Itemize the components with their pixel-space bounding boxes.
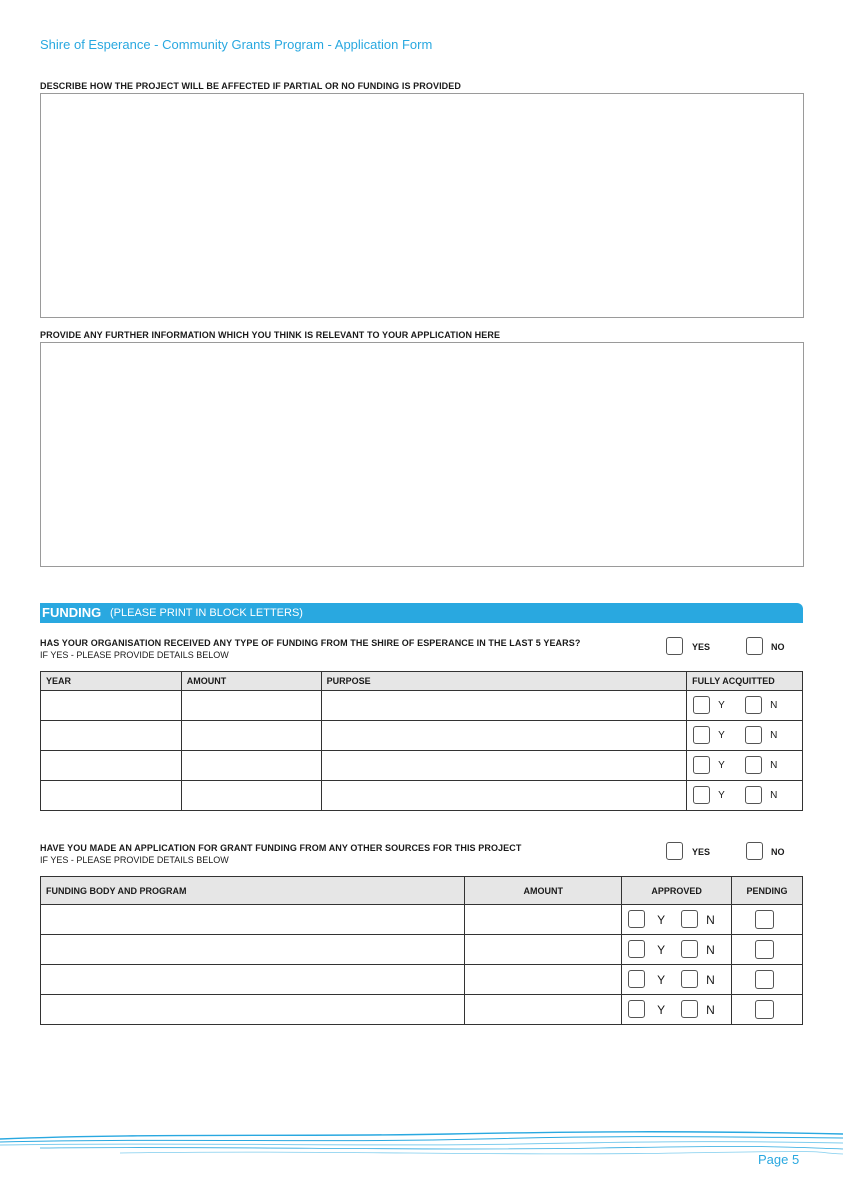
- acquitted-y-checkbox[interactable]: [693, 726, 710, 744]
- year-cell[interactable]: [41, 721, 182, 751]
- n-label: N: [770, 730, 778, 741]
- document-header: Shire of Esperance - Community Grants Program - Application Form: [40, 37, 433, 52]
- approved-y-checkbox[interactable]: [628, 910, 645, 928]
- acquitted-cell: [687, 691, 803, 721]
- acquitted-cell: [687, 751, 803, 781]
- col-pending: PENDING: [732, 877, 803, 905]
- n-label: N: [706, 1003, 715, 1017]
- y-label: Y: [657, 913, 666, 927]
- page-number: Page 5: [758, 1152, 800, 1167]
- other-funding-table: [40, 876, 803, 1025]
- funding-subtitle: (PLEASE PRINT IN BLOCK LETTERS): [110, 607, 303, 619]
- year-cell[interactable]: [41, 691, 182, 721]
- n-label: N: [770, 700, 778, 711]
- table-row: [41, 781, 803, 811]
- further-info-textarea[interactable]: [40, 342, 804, 567]
- y-label: Y: [657, 1003, 666, 1017]
- y-label: Y: [657, 973, 666, 987]
- table-header-row: [41, 672, 803, 691]
- n-label: N: [706, 943, 715, 957]
- acquitted-n-checkbox[interactable]: [745, 726, 762, 744]
- year-cell[interactable]: [41, 751, 182, 781]
- approved-n-checkbox[interactable]: [681, 940, 698, 958]
- table-row: [41, 905, 803, 935]
- acquitted-y-checkbox[interactable]: [693, 696, 710, 714]
- prior-funding-question: HAS YOUR ORGANISATION RECEIVED ANY TYPE OF FUNDING FROM THE SHIRE OF ESPERANCE IN THE LAST 5 YEARS?: [40, 638, 581, 648]
- approved-n-checkbox[interactable]: [681, 910, 698, 928]
- amount-cell[interactable]: [465, 935, 622, 965]
- col-funding-body: FUNDING BODY AND PROGRAM: [41, 877, 465, 905]
- col-purpose: PURPOSE: [321, 672, 686, 691]
- prior-funding-yes-checkbox[interactable]: [666, 637, 683, 655]
- funding-section-banner: [40, 603, 803, 623]
- footer-wave-decoration: [0, 1125, 843, 1165]
- other-funding-no-checkbox[interactable]: [746, 842, 763, 860]
- approved-y-checkbox[interactable]: [628, 970, 645, 988]
- amount-cell[interactable]: [181, 721, 321, 751]
- pending-checkbox[interactable]: [755, 910, 774, 929]
- funding-body-cell[interactable]: [41, 935, 465, 965]
- n-label: N: [706, 913, 715, 927]
- amount-cell[interactable]: [181, 781, 321, 811]
- table-row: [41, 965, 803, 995]
- acquitted-n-checkbox[interactable]: [745, 756, 762, 774]
- acquitted-y-checkbox[interactable]: [693, 756, 710, 774]
- y-label: Y: [718, 700, 725, 711]
- partial-funding-label: DESCRIBE HOW THE PROJECT WILL BE AFFECTED IF PARTIAL OR NO FUNDING IS PROVIDED: [40, 81, 461, 91]
- col-year: YEAR: [41, 672, 182, 691]
- approved-cell: [622, 905, 732, 935]
- further-info-label: PROVIDE ANY FURTHER INFORMATION WHICH YOU THINK IS RELEVANT TO YOUR APPLICATION HERE: [40, 330, 501, 340]
- prior-funding-table: [40, 671, 803, 811]
- purpose-cell[interactable]: [321, 721, 686, 751]
- other-funding-no-label: NO: [771, 847, 785, 857]
- table-row: [41, 751, 803, 781]
- pending-cell: [732, 995, 803, 1025]
- y-label: Y: [718, 730, 725, 741]
- n-label: N: [706, 973, 715, 987]
- acquitted-n-checkbox[interactable]: [745, 696, 762, 714]
- year-cell[interactable]: [41, 781, 182, 811]
- approved-cell: [622, 965, 732, 995]
- amount-cell[interactable]: [465, 965, 622, 995]
- prior-funding-no-checkbox[interactable]: [746, 637, 763, 655]
- other-funding-instruction: IF YES - PLEASE PROVIDE DETAILS BELOW: [40, 855, 229, 865]
- prior-funding-yes-label: YES: [692, 642, 711, 652]
- pending-cell: [732, 935, 803, 965]
- col-amount: AMOUNT: [181, 672, 321, 691]
- approved-y-checkbox[interactable]: [628, 1000, 645, 1018]
- acquitted-cell: [687, 781, 803, 811]
- approved-y-checkbox[interactable]: [628, 940, 645, 958]
- purpose-cell[interactable]: [321, 751, 686, 781]
- pending-cell: [732, 905, 803, 935]
- approved-n-checkbox[interactable]: [681, 970, 698, 988]
- prior-funding-no-label: NO: [771, 642, 785, 652]
- approved-n-checkbox[interactable]: [681, 1000, 698, 1018]
- y-label: Y: [718, 760, 725, 771]
- funding-body-cell[interactable]: [41, 995, 465, 1025]
- pending-checkbox[interactable]: [755, 940, 774, 959]
- other-funding-yes-label: YES: [692, 847, 711, 857]
- acquitted-n-checkbox[interactable]: [745, 786, 762, 804]
- approved-cell: [622, 995, 732, 1025]
- y-label: Y: [657, 943, 666, 957]
- pending-cell: [732, 965, 803, 995]
- table-row: [41, 995, 803, 1025]
- amount-cell[interactable]: [181, 691, 321, 721]
- prior-funding-instruction: IF YES - PLEASE PROVIDE DETAILS BELOW: [40, 650, 229, 660]
- other-funding-yes-checkbox[interactable]: [666, 842, 683, 860]
- partial-funding-textarea[interactable]: [40, 93, 804, 318]
- funding-body-cell[interactable]: [41, 965, 465, 995]
- col-amount: AMOUNT: [465, 877, 622, 905]
- amount-cell[interactable]: [465, 905, 622, 935]
- amount-cell[interactable]: [181, 751, 321, 781]
- other-funding-question: HAVE YOU MADE AN APPLICATION FOR GRANT FUNDING FROM ANY OTHER SOURCES FOR THIS PROJECT: [40, 843, 522, 853]
- col-fully-acquitted: FULLY ACQUITTED: [687, 672, 803, 691]
- amount-cell[interactable]: [465, 995, 622, 1025]
- pending-checkbox[interactable]: [755, 970, 774, 989]
- table-row: [41, 691, 803, 721]
- col-approved: APPROVED: [622, 877, 732, 905]
- purpose-cell[interactable]: [321, 691, 686, 721]
- table-header-row: [41, 877, 803, 905]
- funding-title: FUNDING: [42, 605, 102, 620]
- y-label: Y: [718, 790, 725, 801]
- n-label: N: [770, 790, 778, 801]
- purpose-cell[interactable]: [321, 781, 686, 811]
- approved-cell: [622, 935, 732, 965]
- acquitted-cell: [687, 721, 803, 751]
- table-row: [41, 721, 803, 751]
- funding-body-cell[interactable]: [41, 905, 465, 935]
- pending-checkbox[interactable]: [755, 1000, 774, 1019]
- acquitted-y-checkbox[interactable]: [693, 786, 710, 804]
- n-label: N: [770, 760, 778, 771]
- table-row: [41, 935, 803, 965]
